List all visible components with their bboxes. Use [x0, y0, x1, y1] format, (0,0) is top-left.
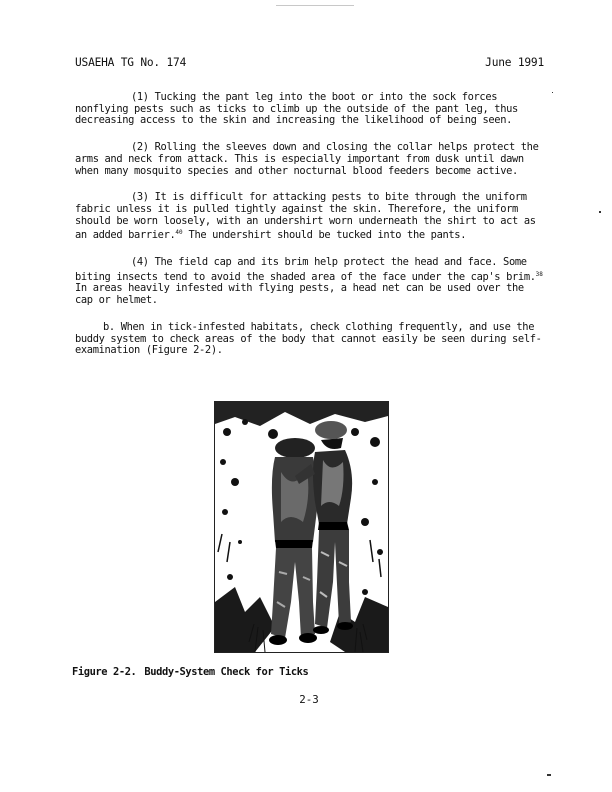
document-date: June 1991: [485, 56, 544, 69]
buddy-check-photo: [214, 401, 389, 653]
paragraph-4-text-cont: In areas heavily infested with flying pests, a head net can be used over the cap or helmet.: [75, 282, 524, 307]
photo-illustration: [215, 402, 388, 652]
scan-speck: [599, 211, 601, 213]
paragraph-4: [75, 257, 546, 307]
page-number: 2-3: [299, 693, 319, 706]
footnote-ref-40: 40: [175, 229, 183, 237]
paragraph-b-text: b. When in tick-infested habitats, check clothing frequently, and use the buddy system to check areas of the body that cannot easily be seen during self-examination (Figure 2-2).: [75, 320, 542, 357]
scan-speck: [547, 774, 551, 776]
footnote-ref-38: 38: [535, 270, 543, 278]
paragraph-1: [75, 92, 546, 127]
paragraph-4-text: (4) The field cap and its brim help protect the head and face. Some biting insects tend to avoid the shaded area of the face under the cap's brim.: [75, 256, 536, 283]
top-rule: [276, 5, 354, 6]
paragraph-2-text: (2) Rolling the sleeves down and closing the collar helps protect the arms and neck from attack. This is especially important from dusk until dawn when many mosquito species and other nocturnal blood feeders become active.: [75, 141, 539, 177]
body-text: [75, 92, 546, 372]
paragraph-3: [75, 192, 546, 242]
figure-title: Buddy-System Check for Ticks: [144, 666, 309, 678]
paragraph-3-text: (3) It is difficult for attacking pests to bite through the uniform fabric unless it is pulled tightly against the skin. Therefore, the uniform should be worn loosely, with an undershirt worn underneath the shirt to act as an added barrier.: [75, 191, 536, 242]
scan-speck: [552, 92, 553, 93]
paragraph-3-text-cont: The undershirt should be tucked into the pants.: [182, 229, 467, 242]
figure-label: Figure 2-2.: [72, 666, 137, 678]
paragraph-b: [75, 322, 546, 357]
paragraph-2: [75, 142, 546, 177]
document-id: USAEHA TG No. 174: [75, 56, 187, 69]
paragraph-1-text: (1) Tucking the pant leg into the boot or into the sock forces nonflying pests such as ticks to climb up the outside of the pant leg, thus decreasing access to the skin and increasing the likelihood of being seen.: [75, 91, 518, 127]
figure-caption: [72, 666, 308, 678]
page-header: [75, 56, 544, 70]
